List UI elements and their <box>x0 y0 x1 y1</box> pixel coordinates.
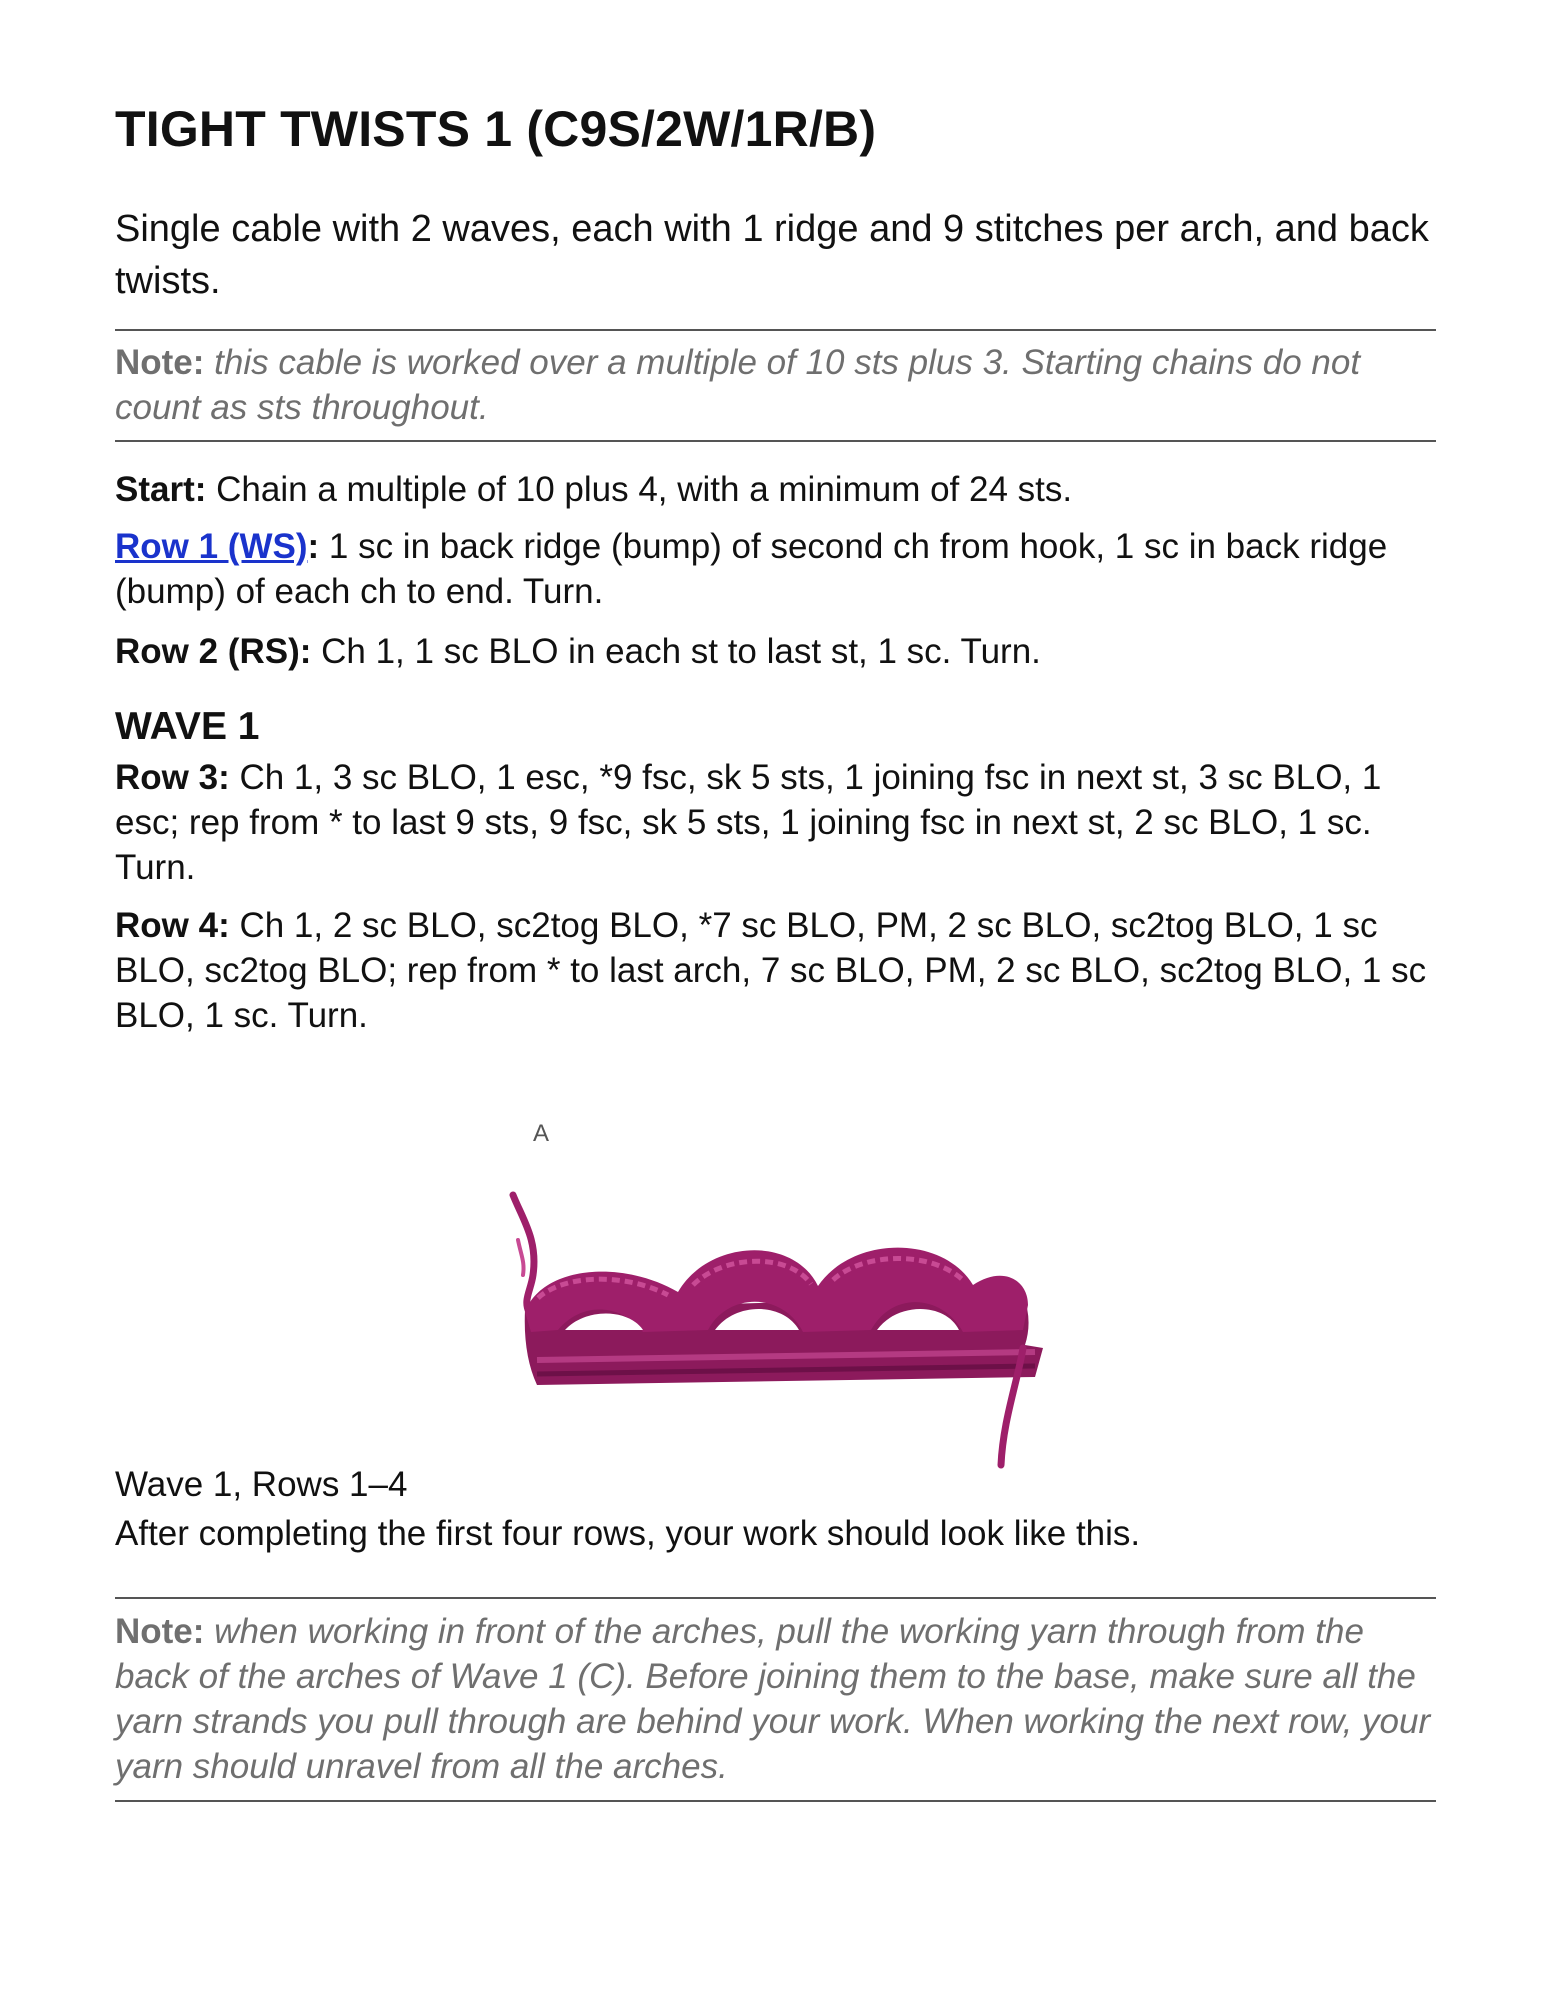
section-heading-wave-1: WAVE 1 <box>115 705 260 748</box>
note-text: this cable is worked over a multiple of 10 sts plus 3. Starting chains do not count as sts throughout. <box>115 343 1361 427</box>
pattern-subtitle: Single cable with 2 waves, each with 1 ridge and 9 stitches per arch, and back twists. <box>115 208 1429 302</box>
divider <box>115 1800 1436 1802</box>
row-2-instruction <box>115 629 1445 674</box>
start-text: Chain a multiple of 10 plus 4, with a minimum of 24 sts. <box>216 470 1073 509</box>
row-1-colon: : <box>307 527 320 566</box>
start-instruction <box>115 467 1445 512</box>
divider <box>115 440 1436 442</box>
row-4-instruction <box>115 903 1445 1038</box>
row-1-link[interactable]: Row 1 (WS) <box>115 527 308 566</box>
yarn-tail-left <box>513 1195 534 1312</box>
row-3-label: Row 3: <box>115 758 230 797</box>
start-label: Start: <box>115 470 207 509</box>
note-multiple <box>115 340 1435 430</box>
row-4-text: Ch 1, 2 sc BLO, sc2tog BLO, *7 sc BLO, PM, 2 sc BLO, sc2tog BLO, 1 sc BLO, sc2tog BLO; rep from * to last arch, 7 sc BLO, PM, 2 sc BLO, sc2tog BLO, 1 sc BLO, 1 sc. Turn. <box>115 906 1427 1035</box>
row-1-instruction <box>115 524 1445 614</box>
row-3-text: Ch 1, 3 sc BLO, 1 esc, *9 fsc, sk 5 sts, 1 joining fsc in next st, 3 sc BLO, 1 esc; rep from * to last 9 sts, 9 fsc, sk 5 sts, 1 joining fsc in next st, 2 sc BLO, 1 sc. Turn. <box>115 758 1382 887</box>
note-working-yarn <box>115 1609 1435 1789</box>
figure-caption-body: After completing the first four rows, your work should look like this. <box>115 1514 1141 1553</box>
crochet-sample-photo <box>503 1180 1143 1470</box>
figure-label: A <box>533 1120 550 1147</box>
divider <box>115 1597 1436 1599</box>
pattern-title: TIGHT TWISTS 1 (C9S/2W/1R/B) <box>115 101 877 157</box>
note-label: Note: <box>115 343 205 382</box>
row-2-label: Row 2 (RS): <box>115 632 312 671</box>
row-1-text: 1 sc in back ridge (bump) of second ch from hook, 1 sc in back ridge (bump) of each ch to end. Turn. <box>115 527 1388 611</box>
note-text: when working in front of the arches, pull the working yarn through from the back of the arches of Wave 1 (C). Before joining them to the base, make sure all the yarn strands you pull through are behind your work. When working the next row, your yarn should unravel from all the arches. <box>115 1612 1431 1786</box>
row-4-label: Row 4: <box>115 906 230 945</box>
note-label: Note: <box>115 1612 205 1651</box>
row-3-instruction <box>115 755 1445 890</box>
row-2-text: Ch 1, 1 sc BLO in each st to last st, 1 sc. Turn. <box>321 632 1041 671</box>
divider <box>115 329 1436 331</box>
figure-caption-title: Wave 1, Rows 1–4 <box>115 1465 408 1504</box>
